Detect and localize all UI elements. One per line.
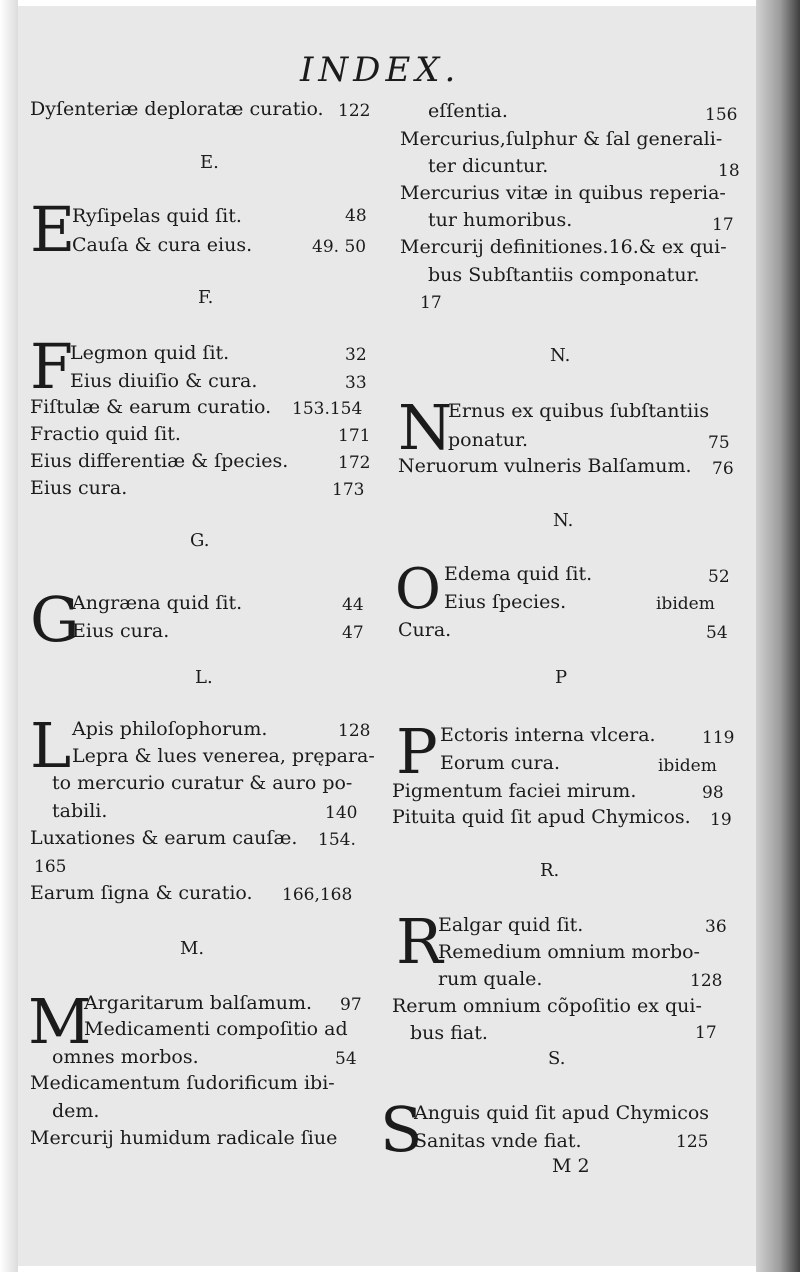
index-entry-page: 172	[338, 453, 371, 473]
index-entry-text: bus fiat.	[410, 1022, 488, 1044]
index-entry-page: 165	[34, 857, 67, 877]
index-entry-text: Legmon quid ſit.	[70, 342, 230, 364]
index-entry-page: 154.	[318, 830, 356, 850]
section-letter-e: E.	[200, 152, 219, 173]
index-entry-text: tur humoribus.	[428, 209, 573, 231]
index-entry-text: dem.	[52, 1100, 100, 1122]
section-letter-s: S.	[548, 1048, 566, 1069]
index-entry-text: Eius cura.	[30, 477, 128, 499]
index-entry-page: ibidem	[658, 756, 717, 776]
index-entry-text: Neruorum vulneris Balſamum.	[398, 455, 692, 477]
index-entry-text: omnes morbos.	[52, 1046, 199, 1068]
page-gutter-left	[0, 0, 18, 1272]
index-entry-text: Mercurius,ſulphur & ſal generali-	[400, 128, 723, 150]
index-entry-text: Lepra & lues venerea, prępara-	[72, 745, 375, 767]
index-entry-page: 75	[708, 433, 730, 453]
index-entry-page: 171	[338, 426, 371, 446]
index-entry-text: Ernus ex quibus ſubſtantiis	[448, 400, 710, 422]
index-entry-text: Mercurij humidum radicale ſiue	[30, 1127, 338, 1149]
index-entry-page: 97	[340, 995, 362, 1015]
index-entry-text: Earum ſigna & curatio.	[30, 882, 253, 904]
index-entry-text: Medicamenti compoſitio ad	[84, 1018, 348, 1040]
index-entry-page: 125	[676, 1132, 709, 1152]
drop-cap-g: G	[30, 583, 80, 656]
index-entry-page: 166,168	[282, 885, 353, 905]
index-entry-text: Remedium omnium morbo-	[438, 941, 700, 963]
index-entry-page: 17	[420, 293, 442, 313]
index-entry-page: 156	[705, 105, 738, 125]
drop-cap-e: E	[30, 193, 76, 266]
drop-cap-s: S	[380, 1093, 423, 1166]
index-entry-page: 54	[335, 1049, 357, 1069]
index-entry-text: tabili.	[52, 800, 108, 822]
drop-cap-r: R	[396, 905, 443, 978]
section-letter-g: G.	[190, 530, 210, 551]
index-entry-text: eſſentia.	[428, 100, 508, 122]
index-entry-text: Ealgar quid ſit.	[438, 914, 584, 936]
section-letter-f: F.	[198, 287, 214, 308]
index-entry-page: 128	[690, 971, 723, 991]
drop-cap-n: N	[398, 391, 453, 464]
index-entry-page: 173	[332, 480, 365, 500]
index-entry-text: Eius diuiſio & cura.	[70, 370, 258, 392]
section-letter-m: M.	[180, 938, 205, 959]
index-entry-text: Eorum cura.	[440, 752, 561, 774]
index-entry-text: Dyſenteriæ deploratæ curatio.	[30, 98, 324, 120]
drop-cap-f: F	[30, 330, 74, 403]
index-entry-text: to mercurio curatur & auro po-	[52, 772, 353, 794]
section-letter-o: N.	[553, 510, 574, 531]
index-entry-page: 48	[345, 206, 367, 226]
index-entry-text: Cauſa & cura eius.	[72, 234, 253, 256]
page-edge-shadow	[756, 0, 800, 1272]
index-entry-page: 49. 50	[312, 237, 367, 257]
index-entry-page: 44	[342, 595, 364, 615]
index-entry-page: ibidem	[656, 594, 715, 614]
index-entry-page: 19	[710, 810, 732, 830]
index-entry-text: Eius differentiæ & ſpecies.	[30, 450, 289, 472]
index-entry-text: Eius ſpecies.	[444, 591, 567, 613]
index-entry-page: 17	[712, 215, 734, 235]
index-entry-text: Sanitas vnde fiat.	[414, 1130, 582, 1152]
section-letter-n: N.	[550, 345, 571, 366]
index-entry-page: 47	[342, 623, 364, 643]
page-title: INDEX.	[300, 50, 461, 90]
index-entry-text: Cura.	[398, 619, 452, 641]
drop-cap-l: L	[30, 709, 72, 782]
index-entry-text: Ectoris interna vlcera.	[440, 724, 656, 746]
index-entry-text: Anguis quid ſit apud Chymicos	[414, 1102, 710, 1124]
index-entry-text: Edema quid ſit.	[444, 563, 593, 585]
index-entry-text: Pigmentum faciei mirum.	[392, 780, 637, 802]
index-entry-page: 153.154	[292, 399, 363, 419]
index-entry-page: 128	[338, 721, 371, 741]
section-letter-r: R.	[540, 860, 560, 881]
index-entry-text: Mercurius vitæ in quibus reperia-	[400, 182, 726, 204]
index-entry-text: Fiſtulæ & earum curatio.	[30, 396, 272, 418]
drop-cap-o: O	[395, 557, 441, 622]
index-entry-text: Mercurij definitiones.16.& ex qui-	[400, 236, 727, 258]
index-entry-page: 122	[338, 101, 371, 121]
index-entry-page: 33	[345, 373, 367, 393]
index-entry-text: Pituita quid ſit apud Chymicos.	[392, 806, 691, 828]
index-entry-text: Medicamentum ſudorificum ibi-	[30, 1072, 335, 1094]
index-entry-page: 140	[325, 803, 358, 823]
index-entry-page: 17	[695, 1023, 717, 1043]
index-entry-page: 18	[718, 161, 740, 181]
index-entry-page: 32	[345, 345, 367, 365]
section-letter-p: P	[555, 667, 568, 688]
index-entry-text: ter dicuntur.	[428, 155, 549, 177]
index-entry-page: 119	[702, 728, 735, 748]
index-entry-text: Argaritarum balſamum.	[84, 992, 313, 1014]
section-letter-l: L.	[195, 667, 213, 688]
index-entry-text: Luxationes & earum cauſæ.	[30, 827, 298, 849]
index-entry-text: Apis philoſophorum.	[72, 718, 268, 740]
index-entry-text: Fractio quid ſit.	[30, 423, 181, 445]
index-entry-text: Eius cura.	[72, 620, 170, 642]
index-entry-text: Angræna quid ſit.	[72, 592, 243, 614]
drop-cap-p: P	[396, 715, 438, 788]
index-entry-page: 76	[712, 459, 734, 479]
index-entry-text: ponatur.	[448, 429, 529, 451]
index-entry-page: 54	[706, 623, 728, 643]
catchword: M 2	[552, 1155, 590, 1177]
index-entry-page: 36	[705, 917, 727, 937]
index-entry-text: rum quale.	[438, 968, 543, 990]
drop-cap-m: M	[28, 985, 92, 1058]
index-entry-text: Rerum omnium cõpoſitio ex qui-	[392, 995, 702, 1017]
index-entry-text: Ryſipelas quid ſit.	[72, 205, 242, 227]
index-entry-page: 52	[708, 567, 730, 587]
index-entry-page: 98	[702, 783, 724, 803]
index-entry-text: bus Subſtantiis componatur.	[428, 264, 700, 286]
